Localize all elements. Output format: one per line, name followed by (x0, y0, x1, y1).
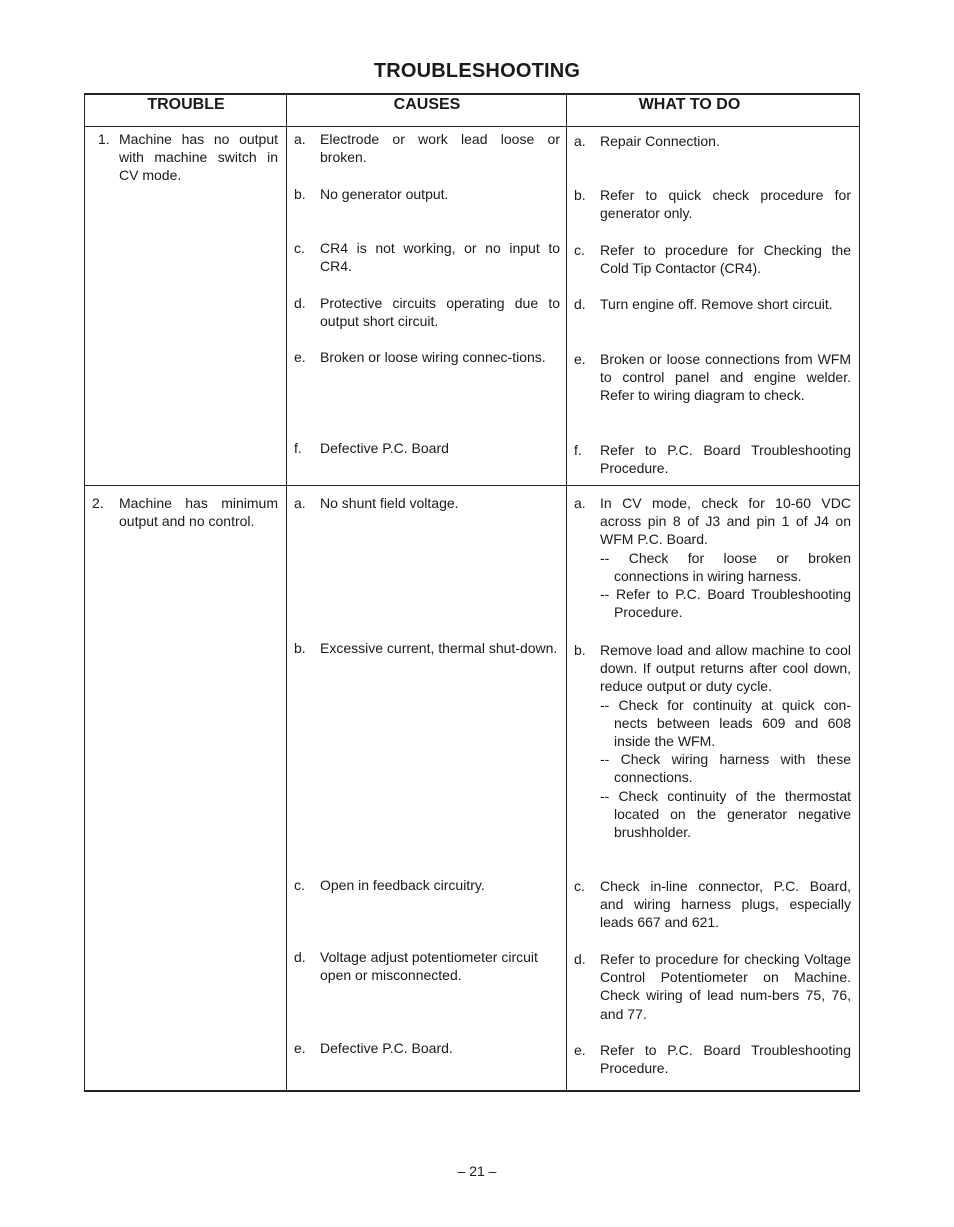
trouble-number: 2. (92, 495, 104, 511)
action-text: Repair Connection. (600, 133, 720, 149)
action-marker: b. (574, 642, 586, 658)
cause-text: Open in feedback circuitry. (320, 877, 485, 893)
action-block (600, 641, 851, 841)
action-text: Turn engine off. Remove short circuit. (600, 296, 833, 312)
cause-marker: a. (294, 495, 306, 511)
trouble-number: 1. (98, 131, 110, 147)
header-causes: CAUSES (393, 96, 461, 113)
cause-text: No shunt field voltage. (320, 495, 459, 511)
cause-marker: b. (294, 640, 306, 656)
page-title: TROUBLESHOOTING (373, 60, 581, 82)
action-subitem: -- Check continuity of the thermostat located on the generator negative brushholder. (600, 787, 851, 841)
cause-marker: d. (294, 949, 306, 965)
cause-marker: c. (294, 877, 305, 893)
header-trouble: TROUBLE (147, 96, 225, 113)
action-text: Refer to quick check procedure for generator only. (600, 187, 851, 222)
action-text: In CV mode, check for 10-60 VDC across pin 8 of J3 and pin 1 of J4 on WFM P.C. Board. (600, 495, 851, 548)
cause-text: Electrode or work lead loose or broken. (320, 131, 560, 166)
action-text: Refer to P.C. Board Troubleshooting Procedure. (600, 442, 851, 477)
action-text: Refer to P.C. Board Troubleshooting Procedure. (600, 1042, 851, 1077)
trouble-text: Machine has no output with machine switch in CV mode. (119, 131, 278, 184)
action-marker: e. (574, 351, 586, 367)
column-divider (286, 93, 287, 1092)
cause-text: Defective P.C. Board. (320, 1040, 453, 1056)
action-marker: f. (574, 442, 582, 458)
action-marker: e. (574, 1042, 586, 1058)
cause-marker: f. (294, 440, 302, 456)
column-divider (566, 93, 567, 1092)
header-what-to-do: WHAT TO DO (638, 96, 741, 113)
header-divider (84, 126, 860, 127)
cause-marker: e. (294, 1040, 306, 1056)
cause-text: Protective circuits operating due to output short circuit. (320, 295, 560, 330)
cause-marker: b. (294, 186, 306, 202)
action-subitem: -- Check for continuity at quick con-nects between leads 609 and 608 inside the WFM. (600, 696, 851, 750)
action-marker: d. (574, 296, 586, 312)
action-subitem: -- Refer to P.C. Board Troubleshooting Procedure. (600, 586, 851, 621)
action-marker: a. (574, 133, 586, 149)
action-subitem: -- Check wiring harness with these connections. (600, 751, 851, 786)
action-text: Broken or loose connections from WFM to control panel and engine welder. Refer to wiring diagram to check. (600, 351, 851, 404)
cause-text: CR4 is not working, or no input to CR4. (320, 240, 560, 275)
action-marker: c. (574, 242, 585, 258)
cause-text: Broken or loose wiring connec-tions. (320, 349, 546, 365)
action-text: Check in-line connector, P.C. Board, and wiring harness plugs, especially leads 667 and 621. (600, 878, 851, 931)
cause-text: Excessive current, thermal shut-down. (320, 640, 558, 656)
cause-marker: a. (294, 131, 306, 147)
cause-marker: e. (294, 349, 306, 365)
row-divider (84, 485, 860, 486)
cause-text: Defective P.C. Board (320, 440, 449, 456)
action-marker: a. (574, 495, 586, 511)
action-text: Refer to procedure for checking Voltage Control Potentiometer on Machine. Check wiring of lead num-bers 75, 76, and 77. (600, 951, 851, 1022)
trouble-text: Machine has minimum output and no control. (119, 495, 278, 530)
action-marker: b. (574, 187, 586, 203)
action-text: Remove load and allow machine to cool down. If output returns after cool down, reduce output or duty cycle. (600, 642, 851, 695)
cause-marker: c. (294, 240, 305, 256)
action-block (600, 494, 851, 621)
cause-text: Voltage adjust potentiometer circuit open or misconnected. (320, 949, 538, 984)
cause-marker: d. (294, 295, 306, 311)
page-number: – 21 – (457, 1163, 497, 1179)
cause-text: No generator output. (320, 186, 449, 202)
action-subitem: -- Check for loose or broken connections in wiring harness. (600, 549, 851, 584)
action-marker: d. (574, 951, 586, 967)
action-marker: c. (574, 878, 585, 894)
action-text: Refer to procedure for Checking the Cold Tip Contactor (CR4). (600, 242, 851, 277)
